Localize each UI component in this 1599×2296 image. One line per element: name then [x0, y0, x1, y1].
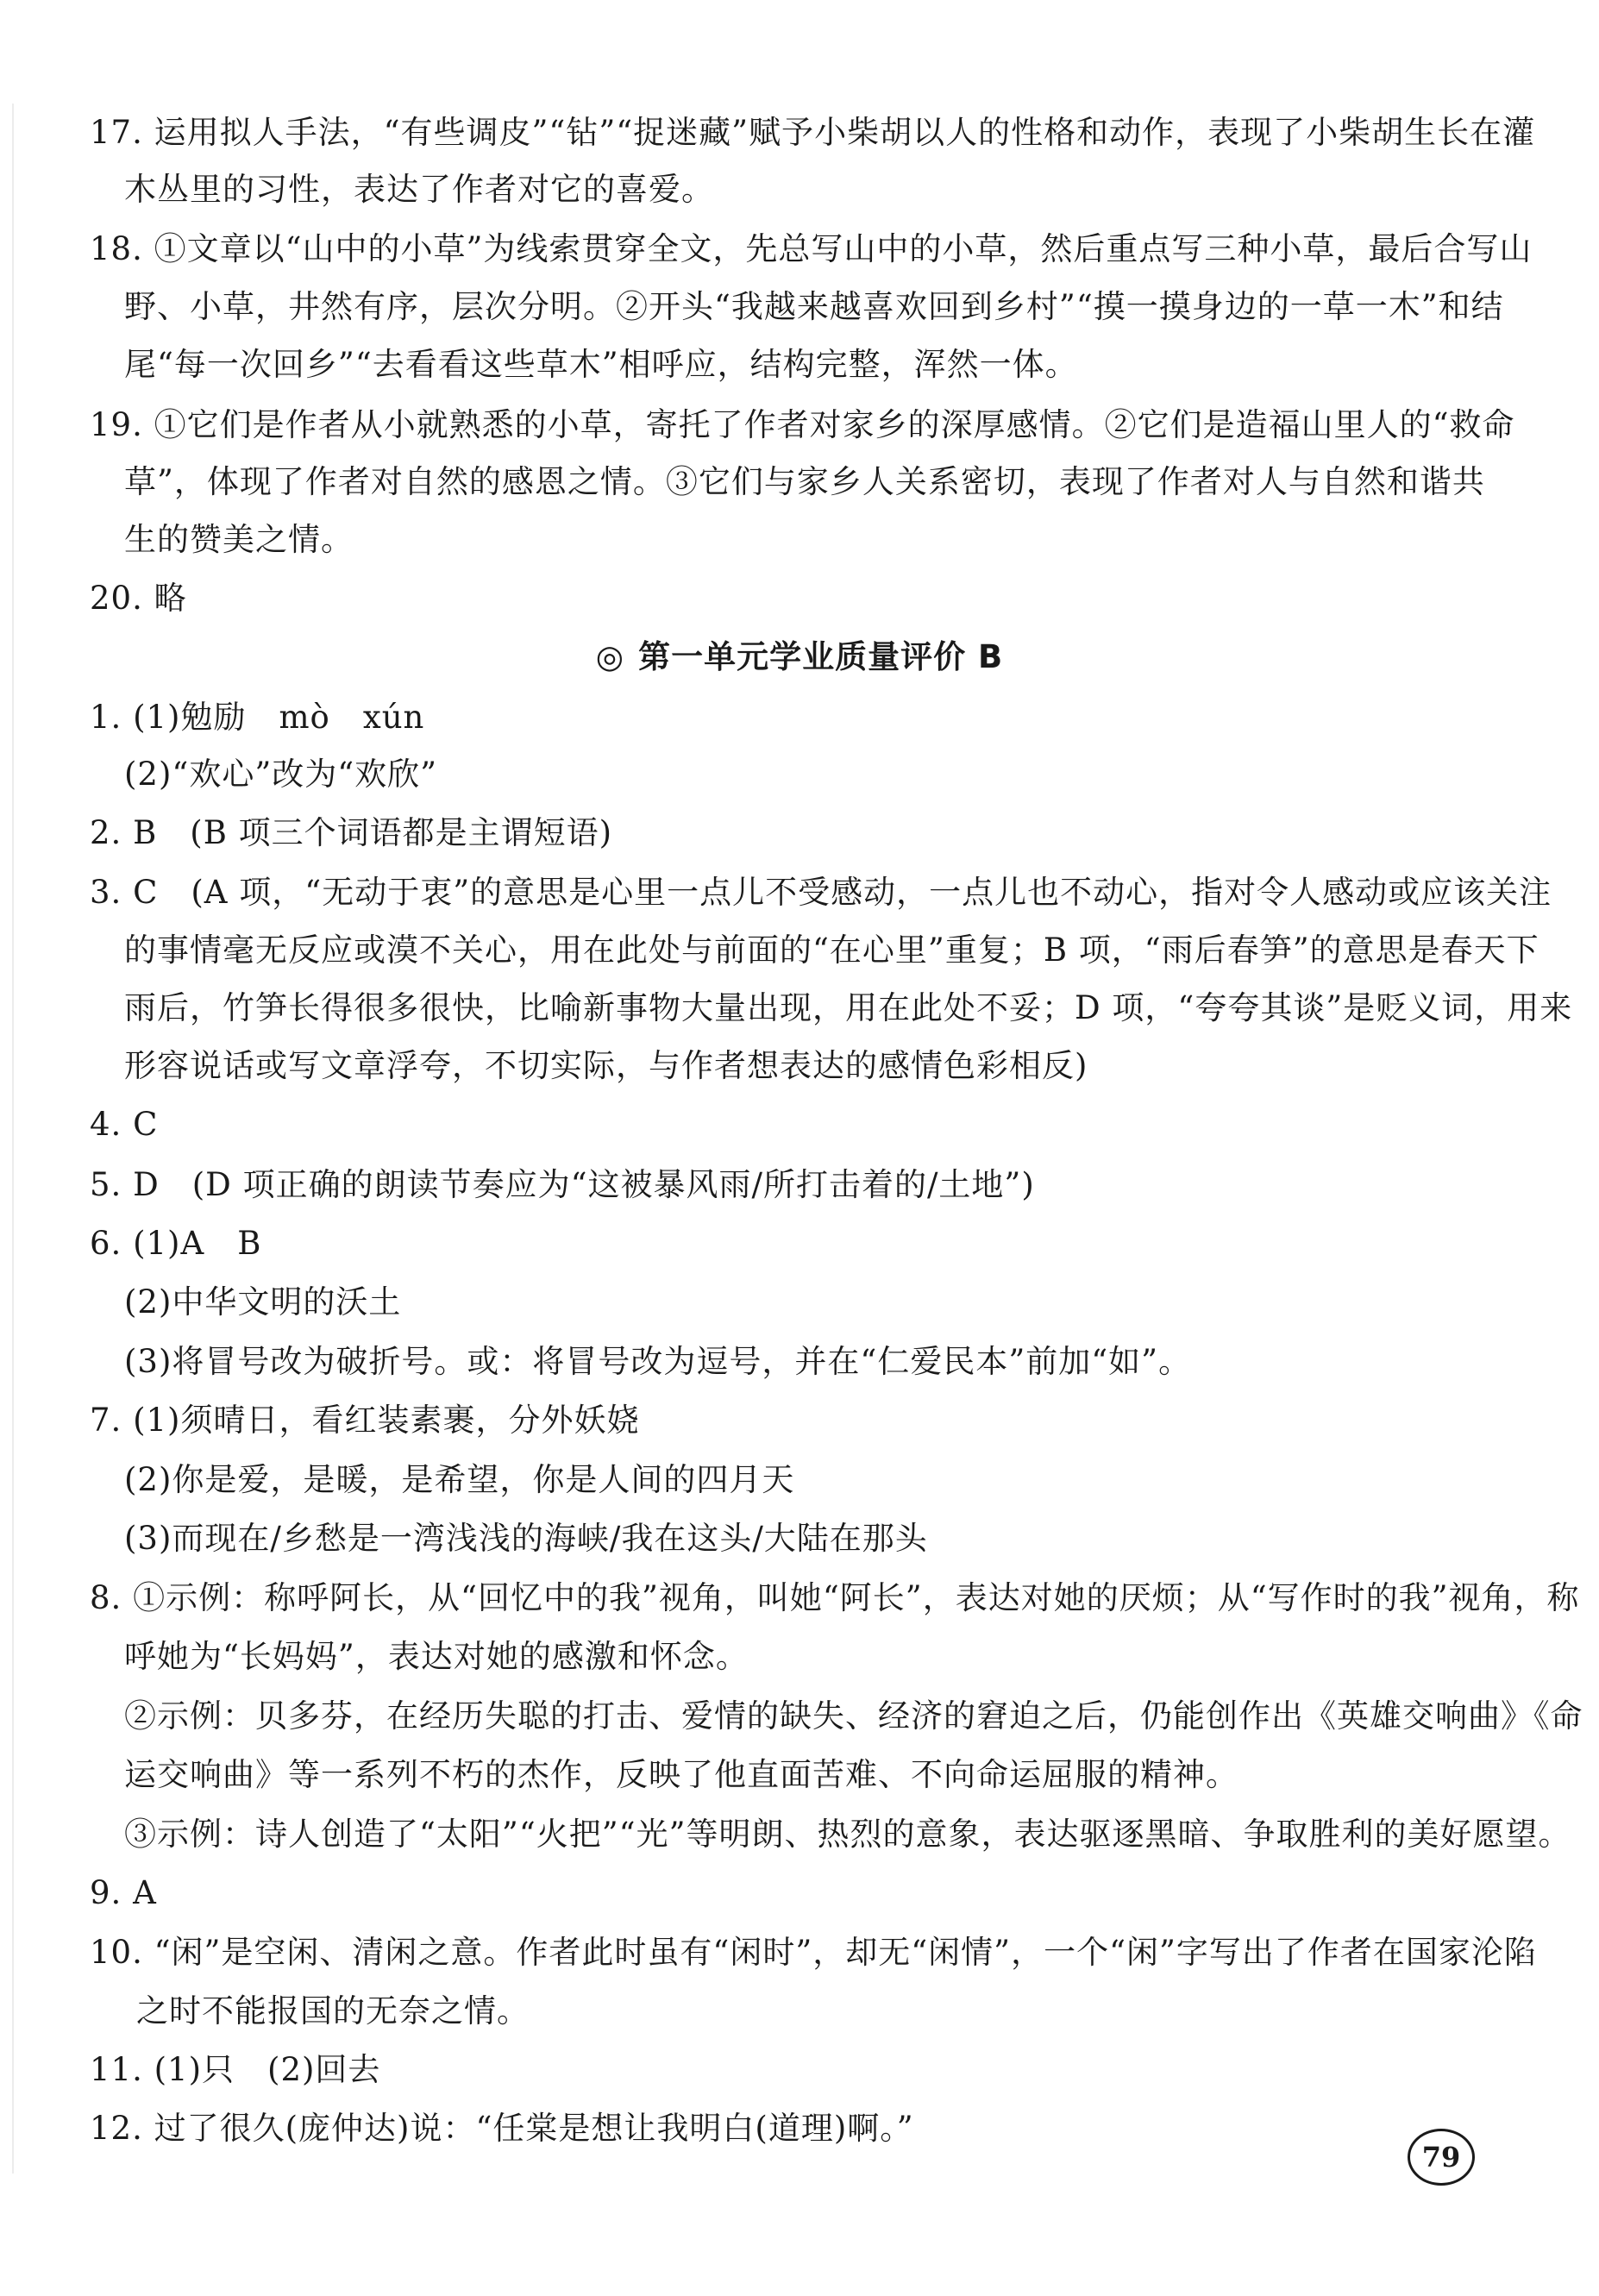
answer-6-part-1: 6. (1)A B [90, 1225, 262, 1262]
answer-18-line-3: 尾“每一次回乡”“去看看这些草木”相呼应，结构完整，浑然一体。 [124, 346, 1078, 383]
answer-10-line-1: 10. “闲”是空闲、清闲之意。作者此时虽有“闲时”，却无“闲情”，一个“闲”字写出了作者在国家沦陷 [90, 1934, 1537, 1971]
binding-edge-shadow [12, 104, 14, 2174]
answer-19-line-3: 生的赞美之情。 [124, 521, 354, 558]
answer-17-line-2: 木丛里的习性，表达了作者对它的喜爱。 [124, 171, 714, 208]
answer-8-line-3: ②示例：贝多芬，在经历失聪的打击、爱情的缺失、经济的窘迫之后，仍能创作出《英雄交响曲》《命 [124, 1697, 1583, 1735]
answer-18-line-2: 野、小草，井然有序，层次分明。②开头“我越来越喜欢回到乡村”“摸一摸身边的一草一木”和结 [124, 288, 1504, 325]
answer-3-line-2: 的事情毫无反应或漠不关心，用在此处与前面的“在心里”重复；B 项，“雨后春笋”的意思是春天下 [124, 932, 1539, 969]
answer-17-line-1: 17. 运用拟人手法，“有些调皮”“钻”“捉迷藏”赋予小柴胡以人的性格和动作，表现了小柴胡生长在灌 [90, 114, 1536, 151]
answer-6-part-3: (3)将冒号改为破折号。或：将冒号改为逗号，并在“仁爱民本”前加“如”。 [124, 1343, 1192, 1380]
answer-12: 12. 过了很久(庞仲达)说：“任棠是想让我明白(道理)啊。” [90, 2110, 914, 2147]
answer-1-part-1: 1. (1)勉励 mò xún [90, 699, 425, 736]
answer-19-line-2: 草”，体现了作者对自然的感恩之情。③它们与家乡人关系密切，表现了作者对人与自然和谐共 [124, 463, 1485, 500]
answer-11: 11. (1)只 (2)回去 [90, 2051, 381, 2088]
answer-1-part-2: (2)“欢心”改为“欢欣” [124, 756, 438, 793]
answer-3-line-1: 3. C (A 项，“无动于衷”的意思是心里一点儿不受感动，一点儿也不动心，指对令人感动或应该关注 [90, 874, 1552, 911]
answer-8-line-5: ③示例：诗人创造了“太阳”“火把”“光”等明朗、热烈的意象，表达驱逐黑暗、争取胜利的美好愿望。 [124, 1816, 1571, 1853]
answer-10-line-2: 之时不能报国的无奈之情。 [136, 1992, 530, 2029]
answer-7-part-3: (3)而现在/乡愁是一湾浅浅的海峡/我在这头/大陆在那头 [124, 1520, 928, 1557]
answer-19-line-1: 19. ①它们是作者从小就熟悉的小草，寄托了作者对家乡的深厚感情。②它们是造福山里人的“救命 [90, 406, 1515, 443]
answer-20: 20. 略 [90, 580, 187, 617]
answer-3-line-4: 形容说话或写文章浮夸，不切实际，与作者想表达的感情色彩相反) [124, 1047, 1088, 1084]
answer-9: 9. A [90, 1874, 157, 1911]
answer-4: 4. C [90, 1106, 159, 1143]
answer-3-line-3: 雨后，竹笋长得很多很快，比喻新事物大量出现，用在此处不妥；D 项，“夸夸其谈”是贬义词，用来 [124, 989, 1573, 1026]
answer-7-part-1: 7. (1)须晴日，看红装素裹，分外妖娆 [90, 1402, 640, 1439]
answer-8-line-2: 呼她为“长妈妈”，表达对她的感激和怀念。 [124, 1638, 749, 1675]
answer-18-line-1: 18. ①文章以“山中的小草”为线索贯穿全文，先总写山中的小草，然后重点写三种小草，最后合写山 [90, 230, 1533, 267]
answer-5: 5. D (D 项正确的朗读节奏应为“这被暴风雨/所打击着的/土地”) [90, 1166, 1035, 1203]
section-title: 第一单元学业质量评价 B [638, 638, 1004, 675]
circle-mark-icon: ◎ [595, 638, 625, 675]
section-heading [0, 637, 1599, 678]
answer-8-line-4: 运交响曲》等一系列不朽的杰作，反映了他直面苦难、不向命运屈服的精神。 [124, 1756, 1238, 1793]
answer-8-line-1: 8. ①示例：称呼阿长，从“回忆中的我”视角，叫她“阿长”，表达对她的厌烦；从“写作时的我”视角，称 [90, 1579, 1580, 1616]
answer-7-part-2: (2)你是爱，是暖，是希望，你是人间的四月天 [124, 1461, 795, 1498]
answer-2: 2. B (B 项三个词语都是主谓短语) [90, 814, 613, 851]
answer-6-part-2: (2)中华文明的沃土 [124, 1283, 402, 1321]
page-number: 79 [1408, 2129, 1475, 2186]
